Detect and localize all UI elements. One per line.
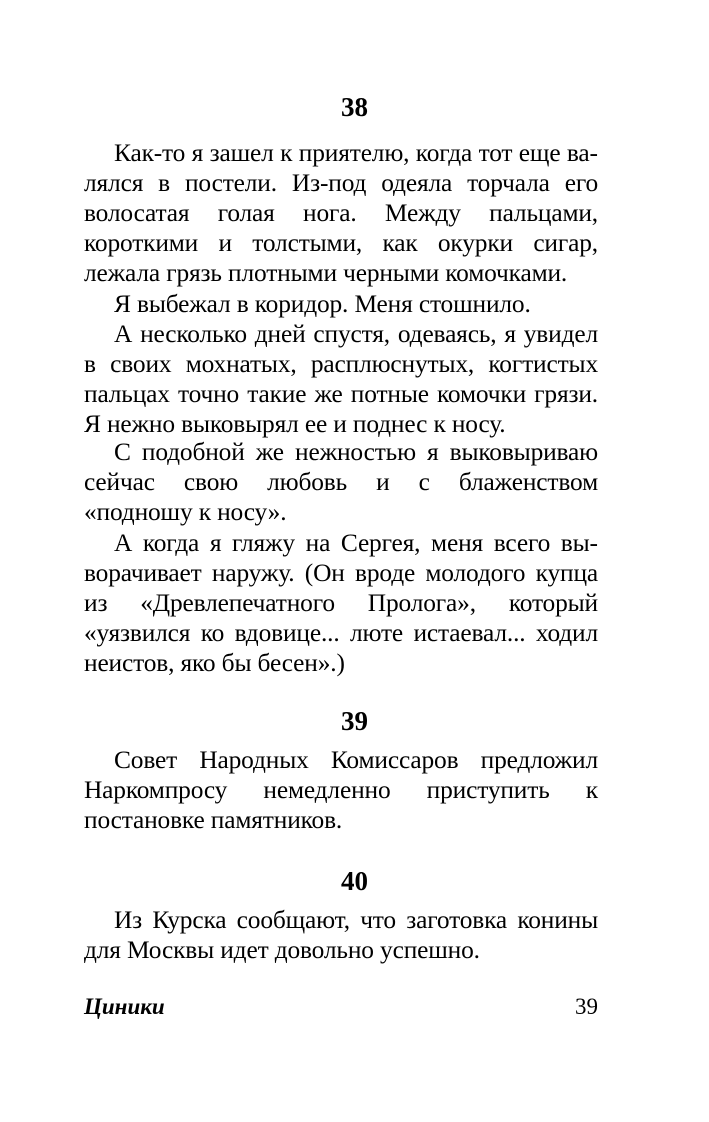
section-number: 39 xyxy=(341,706,368,736)
paragraph: С подобной же нежностью я выковыриваю сейчас свою любовь и с блаженством «подношу к носу». xyxy=(84,438,598,526)
paragraph: А когда я гляжу на Сергея, меня всего выворачивает наружу. (Он вроде молодого купца из «Древлепечатного Пролога», который «уязвился ко вдовице... люте истаевал... ходил неистов, яко бы бесен».) xyxy=(84,529,598,677)
paragraph: Я выбежал в коридор. Меня стошнило. xyxy=(114,290,531,318)
paragraph: Совет Народных Комиссаров предложил Наркомпросу немедленно приступить к постановке памятников. xyxy=(84,746,598,834)
paragraph: Как-то я зашел к приятелю, когда тот еще валялся в постели. Из-под одеяла торчала его волосатая голая нога. Между пальцами, короткими и толстыми, как окурки сигар, лежала грязь плотными черными комочками. xyxy=(84,139,598,287)
paragraph: А несколько дней спустя, одеваясь, я увидел в своих мохнатых, расплюснутых, когтистых пальцах точно такие же потные комочки грязи. Я нежно выковырял ее и поднес к носу. xyxy=(84,320,598,438)
page-number: 39 xyxy=(575,994,598,1019)
running-footer-title: Циники xyxy=(84,994,165,1019)
section-number: 38 xyxy=(341,92,368,122)
section-number: 40 xyxy=(341,866,368,896)
paragraph: Из Курска сообщают, что заготовка конины для Москвы идет довольно успешно. xyxy=(84,906,598,964)
